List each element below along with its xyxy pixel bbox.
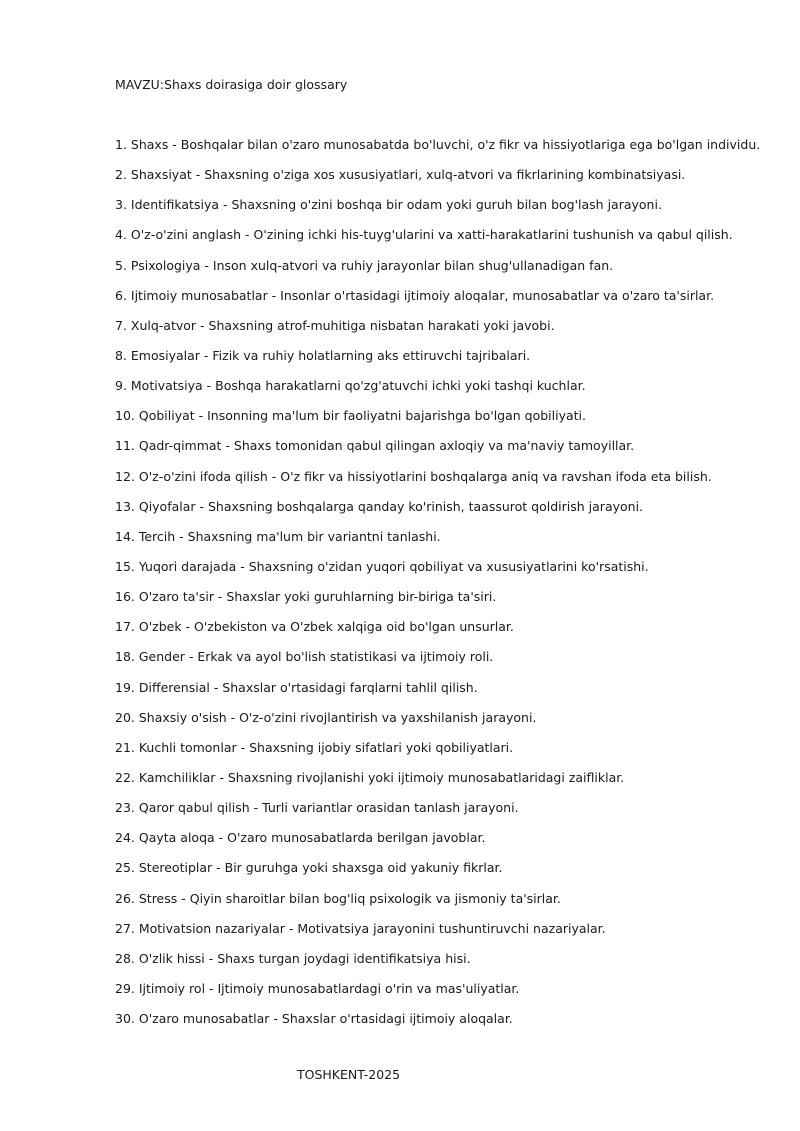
glossary-item: 8. Emosiyalar - Fizik va ruhiy holatlarning aks ettiruvchi tajribalari. — [115, 347, 531, 363]
glossary-item: 26. Stress - Qiyin sharoitlar bilan bog'liq psixologik va jismoniy ta'sirlar. — [115, 890, 561, 906]
glossary-item: 12. O'z-o'zini ifoda qilish - O'z fikr va hissiyotlarini boshqalarga aniq va ravshan ifoda eta bilish. — [115, 468, 712, 484]
glossary-item: 16. O'zaro ta'sir - Shaxslar yoki guruhlarning bir-biriga ta'siri. — [115, 589, 497, 605]
glossary-item: 28. O'zlik hissi - Shaxs turgan joydagi identifikatsiya hisi. — [115, 950, 471, 966]
glossary-item: 3. Identifikatsiya - Shaxsning o'zini boshqa bir odam yoki guruh bilan bog'lash jarayoni. — [115, 197, 662, 213]
glossary-item: 9. Motivatsiya - Boshqa harakatlarni qo'zg'atuvchi ichki yoki tashqi kuchlar. — [115, 378, 586, 394]
glossary-item: 25. Stereotiplar - Bir guruhga yoki shaxsga oid yakuniy fikrlar. — [115, 860, 503, 876]
glossary-item: 5. Psixologiya - Inson xulq-atvori va ruhiy jarayonlar bilan shug'ullanadigan fan. — [115, 257, 614, 273]
glossary-item: 22. Kamchiliklar - Shaxsning rivojlanishi yoki ijtimoiy munosabatlaridagi zaifliklar. — [115, 769, 625, 785]
glossary-item: 23. Qaror qabul qilish - Turli variantlar orasidan tanlash jarayoni. — [115, 800, 519, 816]
glossary-item: 11. Qadr-qimmat - Shaxs tomonidan qabul qilingan axloqiy va ma'naviy tamoyillar. — [115, 438, 635, 454]
glossary-item: 4. O'z-o'zini anglash - O'zining ichki his-tuyg'ularini va xatti-harakatlarini tushunish va qabul qilish. — [115, 227, 733, 243]
glossary-item: 14. Tercih - Shaxsning ma'lum bir variantni tanlashi. — [115, 528, 441, 544]
glossary-item: 17. O'zbek - O'zbekiston va O'zbek xalqiga oid bo'lgan unsurlar. — [115, 619, 514, 635]
glossary-item: 19. Differensial - Shaxslar o'rtasidagi farqlarni tahlil qilish. — [115, 679, 478, 695]
glossary-item: 15. Yuqori darajada - Shaxsning o'zidan yuqori qobiliyat va xususiyatlarini ko'rsatishi. — [115, 558, 649, 574]
glossary-item: 2. Shaxsiyat - Shaxsning o'ziga xos xususiyatlari, xulq-atvori va fikrlarining kombinatsiyasi. — [115, 167, 686, 183]
glossary-item: 7. Xulq-atvor - Shaxsning atrof-muhitiga nisbatan harakati yoki javobi. — [115, 317, 555, 333]
glossary-item: 27. Motivatsion nazariyalar - Motivatsiya jarayonini tushuntiruvchi nazariyalar. — [115, 920, 606, 936]
glossary-item: 13. Qiyofalar - Shaxsning boshqalarga qanday ko'rinish, taassurot qoldirish jarayoni. — [115, 498, 644, 514]
document-title: MAVZU:Shaxs doirasiga doir glossary — [115, 77, 348, 92]
glossary-item: 21. Kuchli tomonlar - Shaxsning ijobiy sifatlari yoki qobiliyatlari. — [115, 739, 514, 755]
glossary-item: 29. Ijtimoiy rol - Ijtimoiy munosabatlardagi o'rin va mas'uliyatlar. — [115, 980, 520, 996]
glossary-item: 10. Qobiliyat - Insonning ma'lum bir faoliyatni bajarishga bo'lgan qobiliyati. — [115, 408, 587, 424]
document-footer: TOSHKENT-2025 — [297, 1067, 401, 1082]
glossary-item: 30. O'zaro munosabatlar - Shaxslar o'rtasidagi ijtimoiy aloqalar. — [115, 1011, 513, 1027]
glossary-item: 1. Shaxs - Boshqalar bilan o'zaro munosabatda bo'luvchi, o'z fikr va hissiyotlariga ega bo'lgan individu. — [115, 137, 761, 152]
glossary-item: 20. Shaxsiy o'sish - O'z-o'zini rivojlantirish va yaxshilanish jarayoni. — [115, 709, 537, 725]
glossary-item: 24. Qayta aloqa - O'zaro munosabatlarda berilgan javoblar. — [115, 830, 486, 846]
glossary-list — [115, 137, 775, 1041]
glossary-item: 18. Gender - Erkak va ayol bo'lish statistikasi va ijtimoiy roli. — [115, 649, 494, 665]
glossary-item: 6. Ijtimoiy munosabatlar - Insonlar o'rtasidagi ijtimoiy aloqalar, munosabatlar va o'zaro ta'sirlar. — [115, 287, 715, 303]
